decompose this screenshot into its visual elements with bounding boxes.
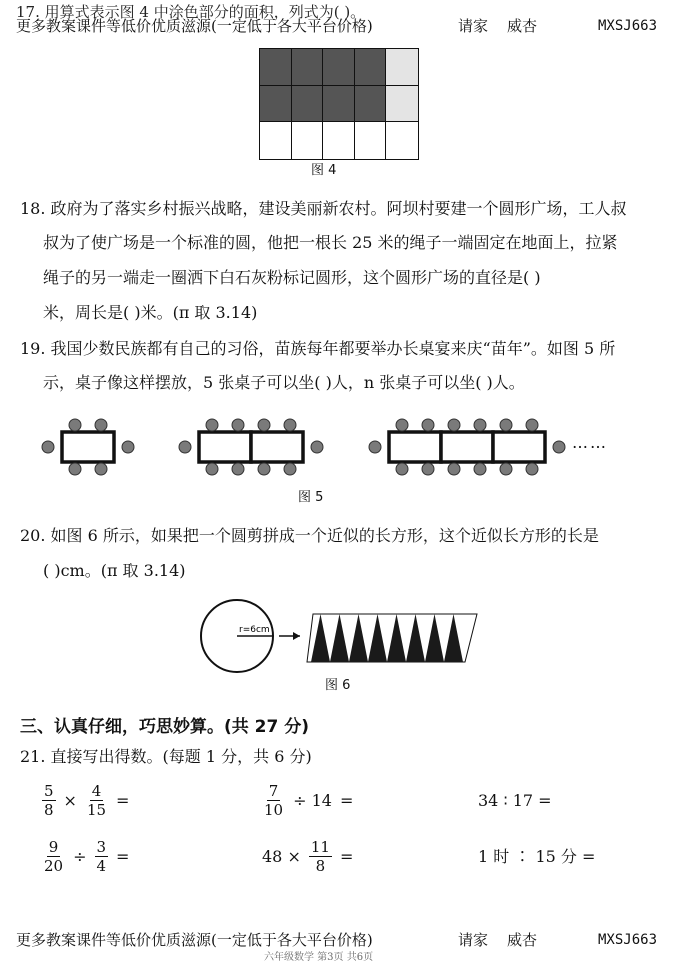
sector-triangle — [406, 614, 425, 662]
figure-5-caption: 图 5 — [298, 490, 324, 505]
expression-1: $\frac{5}{8}$ × $\frac{4}{15}$ = — [44, 782, 130, 819]
fraction: $\frac{7}{10}$ — [264, 782, 284, 819]
arrow-head-icon — [293, 632, 300, 640]
chair-icon — [553, 441, 565, 453]
chair-icon — [179, 441, 191, 453]
sector-triangle — [311, 614, 330, 662]
table-group — [42, 419, 134, 475]
chair-icon — [284, 419, 296, 431]
header-promo: 更多教案课件等低价优质滋源(一定低于各大平台价格) — [16, 17, 373, 35]
sector-triangle — [425, 614, 444, 662]
chair-icon — [232, 463, 244, 475]
grid-cell — [292, 122, 324, 159]
chair-icon — [95, 463, 107, 475]
grid-cell — [355, 122, 387, 159]
expression-3: 34 ∶ 17 = — [478, 791, 552, 810]
chair-icon — [206, 419, 218, 431]
chair-icon — [526, 419, 538, 431]
q19-line-2: 示，桌子像这样摆放，5 张桌子可以坐( )人，n 张桌子可以坐( )人。 — [43, 373, 525, 392]
expression-6: 1 时 ∶ 15 分 = — [478, 847, 596, 866]
chair-icon — [258, 463, 270, 475]
q20-line-2: ( )cm。(π 取 3.14) — [43, 561, 186, 580]
footer-name: 威杏 — [507, 931, 538, 949]
chair-icon — [448, 463, 460, 475]
chair-icon — [526, 463, 538, 475]
chair-icon — [232, 419, 244, 431]
footer-code: MXSJ663 — [598, 932, 658, 948]
chair-icon — [284, 463, 296, 475]
chair-icon — [448, 419, 460, 431]
grid-cell — [323, 49, 355, 86]
grid-cell — [355, 86, 387, 123]
figure-6-diagram — [195, 596, 485, 676]
figure-4-grid — [259, 48, 419, 160]
table-rect — [251, 432, 303, 462]
figure-4-caption: 图 4 — [311, 163, 337, 178]
grid-cell — [355, 49, 387, 86]
q18-line-3: 绳子的另一端走一圈洒下白石灰粉标记圆形，这个圆形广场的直径是( ) — [43, 268, 541, 287]
q21-title: 21. 直接写出得数。(每题 1 分，共 6 分) — [20, 747, 312, 766]
footer-promo: 更多教案课件等低价优质滋源(一定低于各大平台价格) — [16, 931, 373, 949]
expression-2: $\frac{7}{10}$ ÷ 14 = — [264, 782, 354, 819]
fraction: $\frac{4}{15}$ — [86, 782, 107, 819]
chair-icon — [500, 419, 512, 431]
chair-icon — [206, 463, 218, 475]
grid-cell — [323, 86, 355, 123]
sector-triangle — [444, 614, 463, 662]
grid-cell — [260, 122, 292, 159]
sector-triangle — [368, 614, 387, 662]
q18-line-1: 18. 政府为了落实乡村振兴战略，建设美丽新农村。阿坝村要建一个圆形广场，工人叔 — [20, 199, 627, 218]
grid-cell — [260, 49, 292, 86]
chair-icon — [474, 463, 486, 475]
footer-page-info: 六年级数学 第3页 共6页 — [264, 952, 374, 963]
grid-cell — [386, 86, 418, 123]
grid-cell — [292, 49, 324, 86]
table-rect — [199, 432, 251, 462]
section-3-title: 三、认真仔细，巧思妙算。(共 27 分) — [20, 717, 310, 737]
q17-text: 17. 用算式表示图 4 中涂色部分的面积，列式为( )。 — [16, 3, 366, 21]
chair-icon — [311, 441, 323, 453]
grid-cell — [292, 86, 324, 123]
table-group — [179, 419, 323, 475]
q20-line-1: 20. 如图 6 所示，如果把一个圆剪拼成一个近似的长方形，这个近似长方形的长是 — [20, 526, 599, 545]
figure-5-tables — [40, 412, 640, 482]
table-rect — [62, 432, 114, 462]
sector-triangle — [349, 614, 368, 662]
chair-icon — [122, 441, 134, 453]
fraction: $\frac{9}{20}$ — [44, 838, 64, 875]
rectangle-sectors — [307, 614, 477, 662]
fraction: $\frac{5}{8}$ — [44, 782, 54, 819]
radius-label: r=6cm — [239, 625, 270, 635]
sector-triangle — [387, 614, 406, 662]
expression-5: 48 × $\frac{11}{8}$ = — [262, 838, 354, 875]
figure-6-caption: 图 6 — [325, 678, 351, 693]
chair-icon — [95, 419, 107, 431]
figure-5-ellipsis: …… — [572, 433, 608, 452]
header-name: 威杏 — [507, 17, 538, 35]
sector-triangle — [330, 614, 349, 662]
chair-icon — [422, 419, 434, 431]
fraction: $\frac{11}{8}$ — [310, 838, 330, 875]
chair-icon — [422, 463, 434, 475]
fraction: $\frac{3}{4}$ — [96, 838, 107, 875]
table-group — [369, 419, 565, 475]
grid-cell — [386, 122, 418, 159]
grid-cell — [260, 86, 292, 123]
q18-line-4: 米，周长是( )米。(π 取 3.14) — [43, 303, 258, 322]
grid-cell — [323, 122, 355, 159]
chair-icon — [69, 419, 81, 431]
table-rect — [441, 432, 493, 462]
chair-icon — [258, 419, 270, 431]
grid-cell — [386, 49, 418, 86]
chair-icon — [396, 419, 408, 431]
q19-line-1: 19. 我国少数民族都有自己的习俗，苗族每年都要举办长桌宴来庆“苗年”。如图 5 所 — [20, 339, 616, 358]
table-rect — [389, 432, 441, 462]
chair-icon — [396, 463, 408, 475]
q18-line-2: 叔为了使广场是一个标准的圆，他把一根长 25 米的绳子一端固定在地面上，拉紧 — [43, 233, 618, 252]
expression-4: $\frac{9}{20}$ ÷ $\frac{3}{4}$ = — [44, 838, 130, 875]
header-contact: 请家 — [458, 17, 489, 35]
chair-icon — [42, 441, 54, 453]
header-code: MXSJ663 — [598, 18, 658, 34]
table-rect — [493, 432, 545, 462]
footer-contact: 请家 — [458, 931, 489, 949]
chair-icon — [69, 463, 81, 475]
chair-icon — [500, 463, 512, 475]
chair-icon — [474, 419, 486, 431]
chair-icon — [369, 441, 381, 453]
